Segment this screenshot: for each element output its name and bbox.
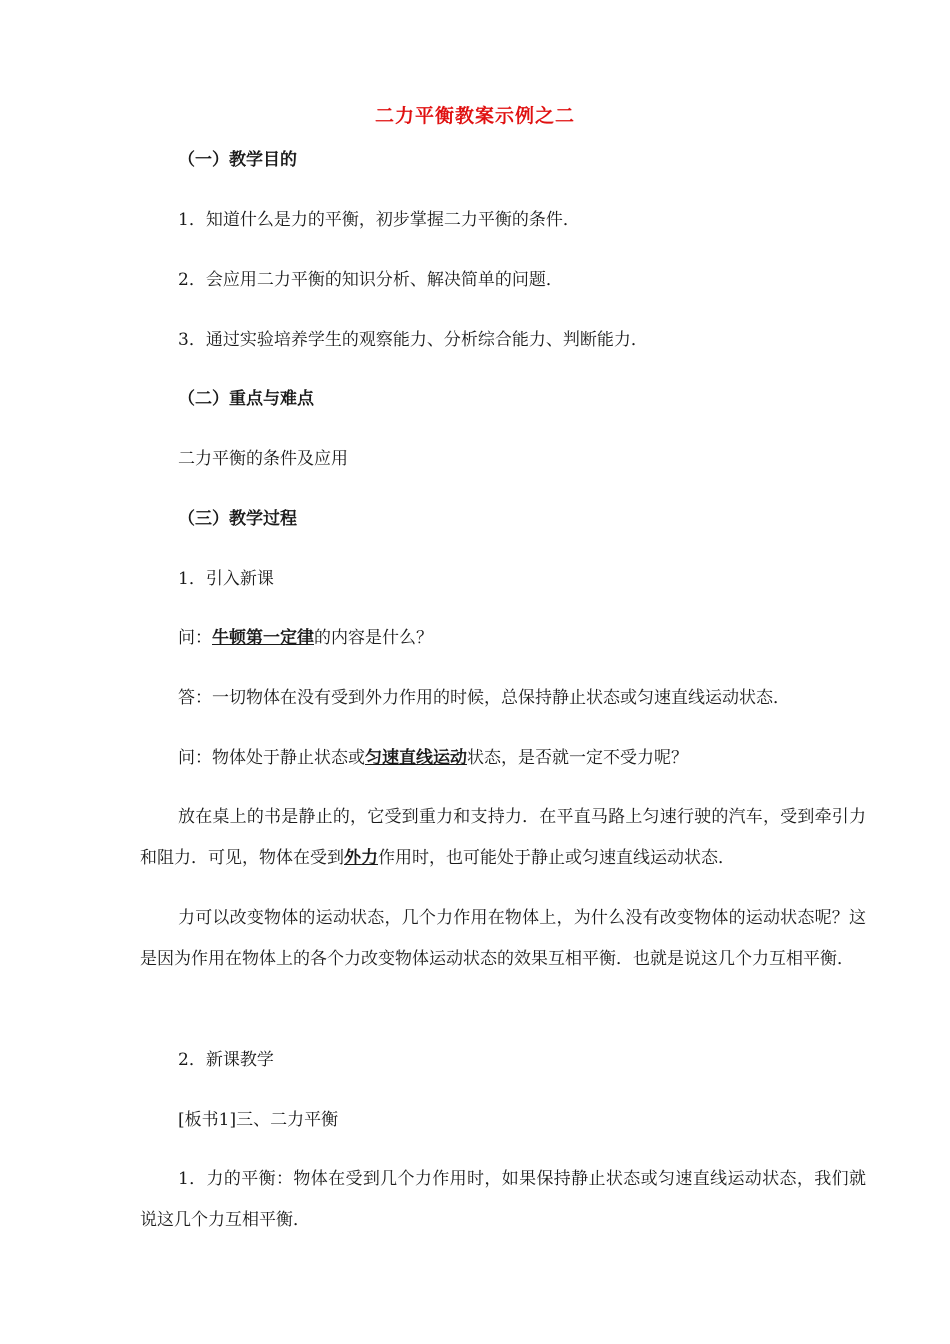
paragraph-book-and-car — [140, 797, 866, 879]
question-2-suffix: 状态，是否就一定不受力呢？ — [467, 748, 688, 768]
key-points-text: 二力平衡的条件及应用 — [178, 449, 348, 469]
paragraph-force-balance: 力可以改变物体的运动状态，几个力作用在物体上，为什么没有改变物体的运动状态呢？这是因为作用在物体上的各个力改变物体运动状态的效果互相平衡．也就是说这几个力互相平衡． — [140, 908, 866, 969]
objective-item-2: 2．会应用二力平衡的知识分析、解决简单的问题． — [178, 270, 563, 290]
question-2-prefix: 问：物体处于静止状态或 — [178, 748, 365, 768]
question-1 — [178, 627, 433, 649]
document-title: 二力平衡教案示例之二 — [374, 105, 575, 127]
keyword-newton-first-law[interactable]: 牛顿第一定律 — [212, 628, 314, 648]
paragraph-1-after: 作用时，也可能处于静止或匀速直线运动状态． — [378, 848, 735, 868]
step-new-lesson: 2．新课教学 — [178, 1050, 274, 1070]
board-note: [板书1]三、二力平衡 — [178, 1110, 339, 1130]
definition-force-balance: 1．力的平衡：物体在受到几个力作用时，如果保持静止状态或匀速直线运动状态，我们就说这几个力互相平衡． — [140, 1169, 866, 1230]
objective-item-1: 1．知道什么是力的平衡，初步掌握二力平衡的条件． — [178, 210, 580, 230]
keyword-uniform-linear-motion[interactable]: 匀速直线运动 — [365, 748, 467, 768]
keyword-external-force[interactable]: 外力 — [344, 848, 378, 868]
question-1-suffix: 的内容是什么？ — [314, 628, 433, 648]
objective-item-3: 3．通过实验培养学生的观察能力、分析综合能力、判断能力． — [178, 330, 648, 350]
question-2 — [178, 747, 688, 769]
step-intro: 1．引入新课 — [178, 569, 274, 589]
paragraph-1-before: 放在桌上的书是静止的，它受到重力和支持力．在平直马路上匀速行驶的汽车，受到牵引力和阻力．可见，物体在受到 — [140, 807, 866, 868]
question-1-prefix: 问： — [178, 628, 212, 648]
section-heading-objectives: （一）教学目的 — [178, 150, 297, 170]
section-heading-process: （三）教学过程 — [178, 509, 297, 529]
section-heading-key-points: （二）重点与难点 — [178, 389, 314, 409]
answer-1: 答：一切物体在没有受到外力作用的时候，总保持静止状态或匀速直线运动状态． — [178, 688, 790, 708]
